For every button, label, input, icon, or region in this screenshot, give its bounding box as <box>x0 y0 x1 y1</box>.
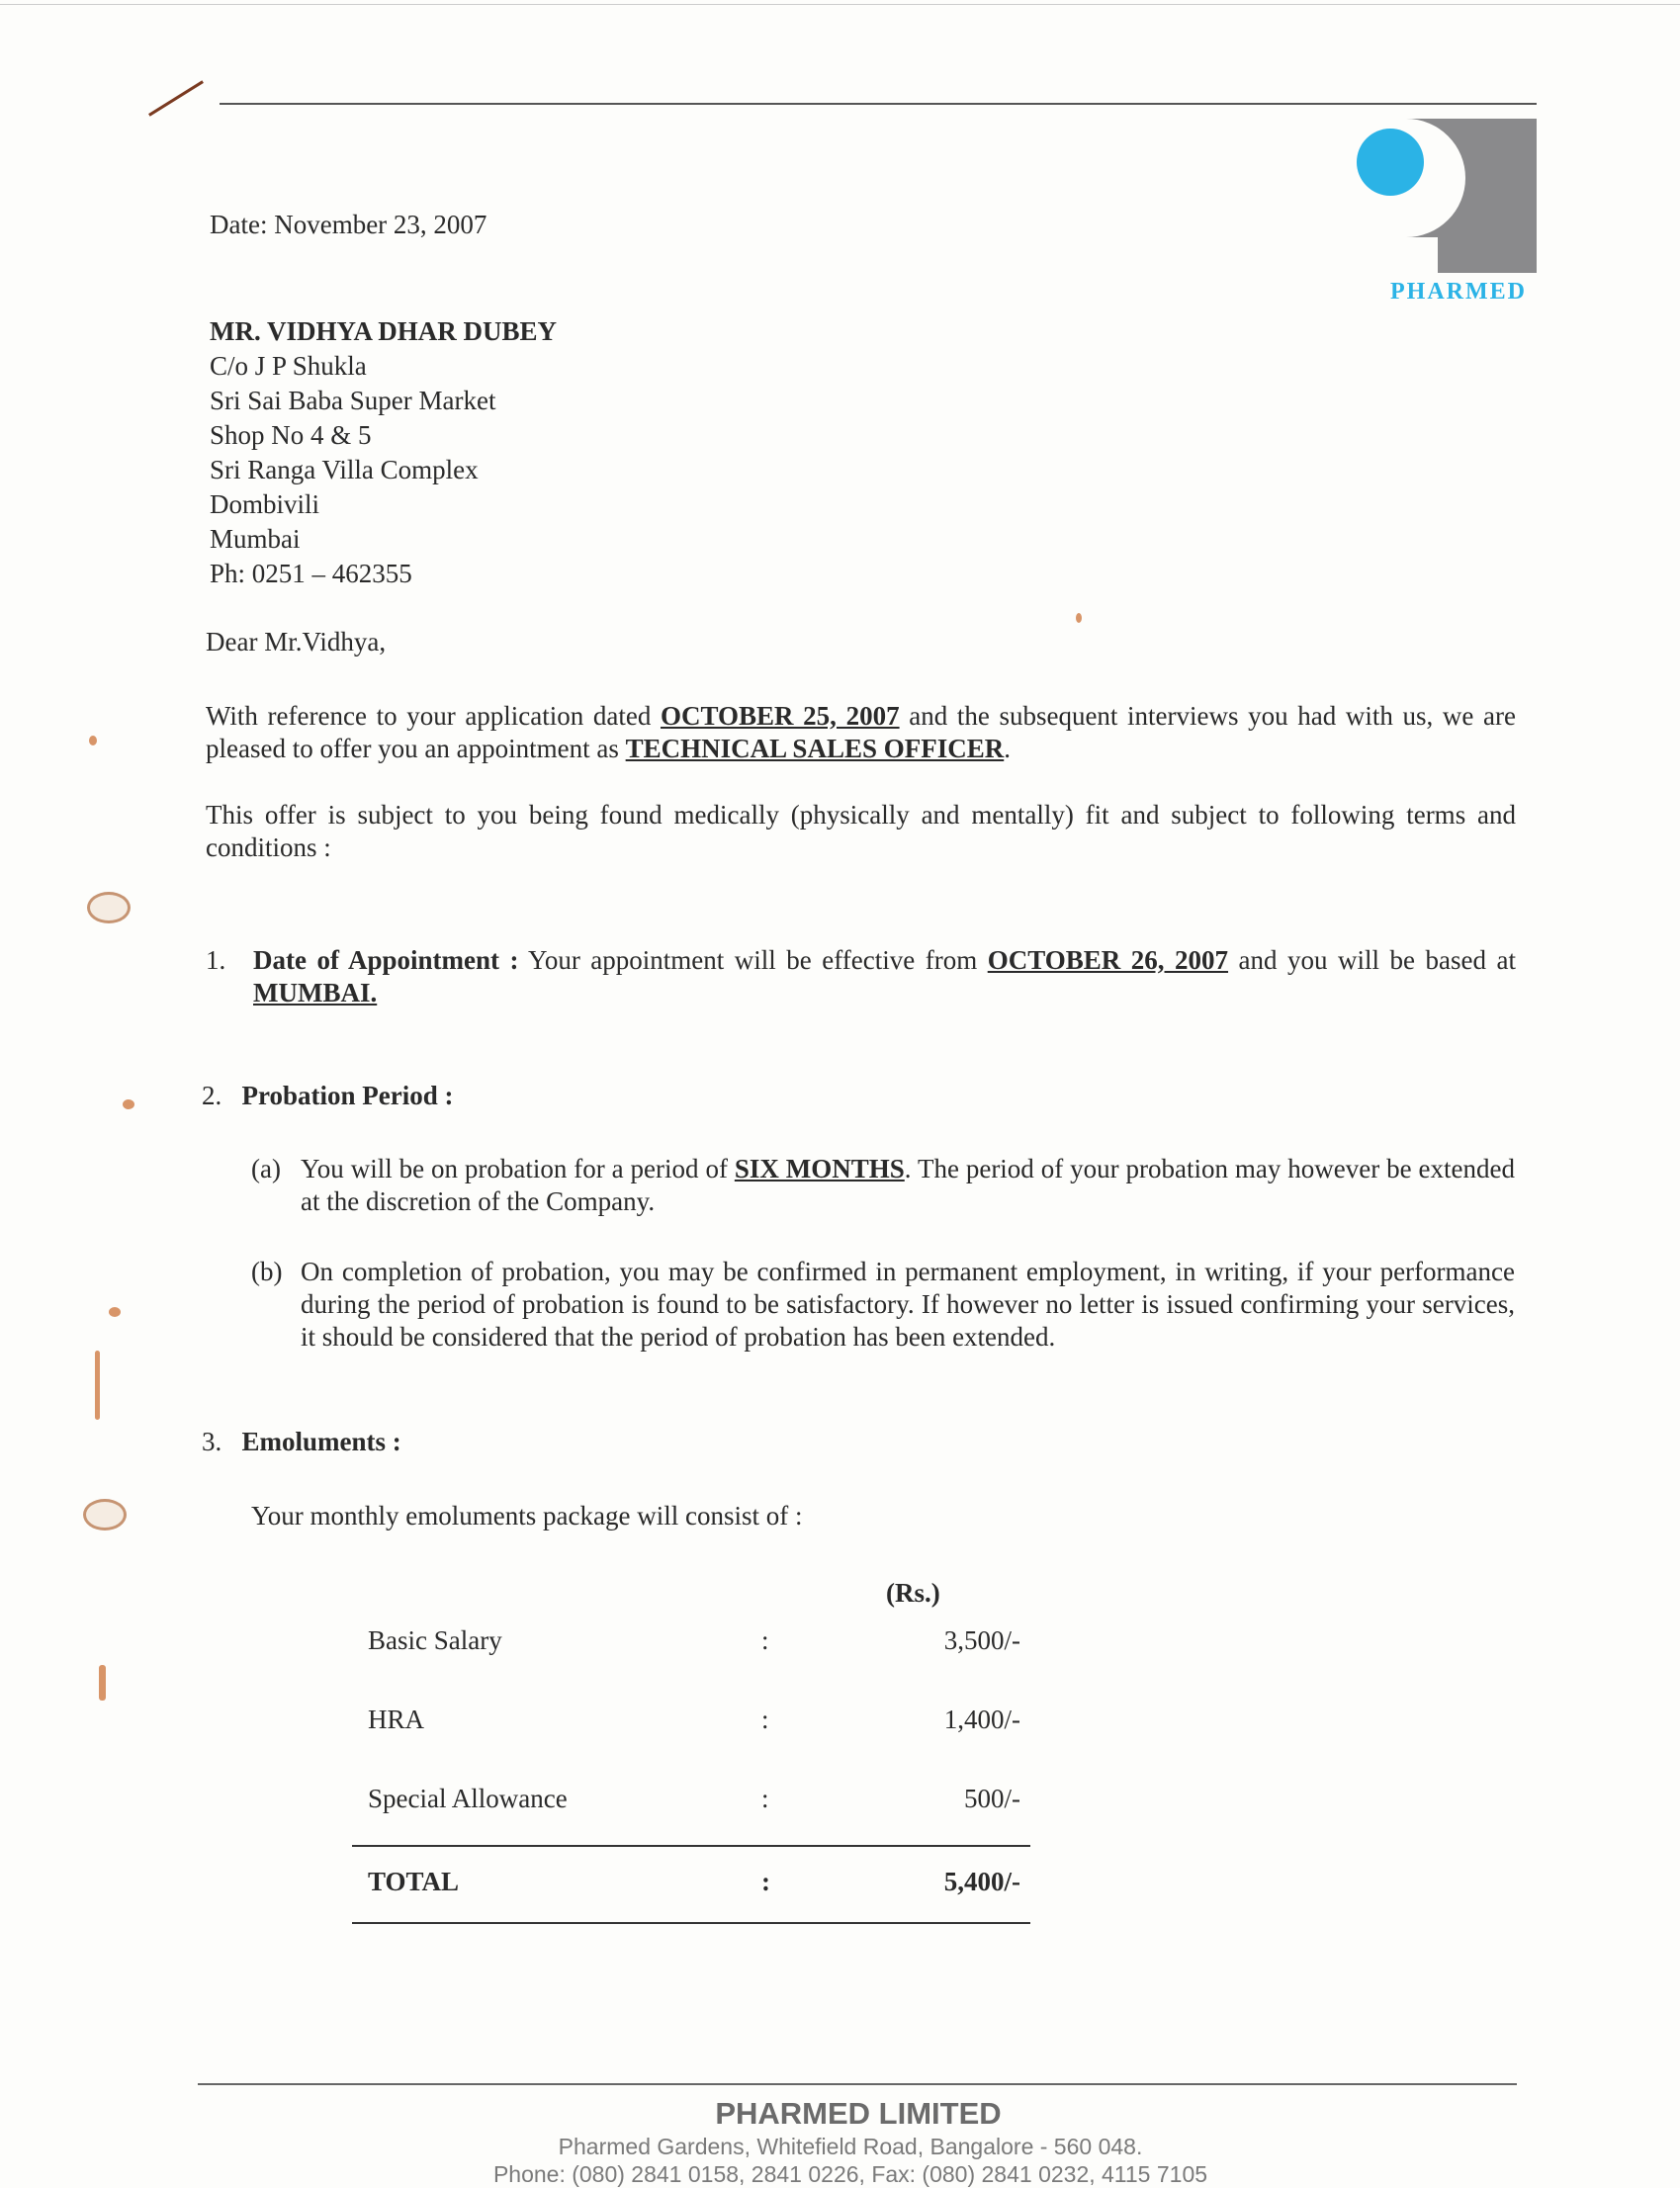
footer-phone: Phone: (080) 2841 0158, 2841 0226, Fax: (080) 2841 0232, 4115 7105 <box>492 2161 1208 2187</box>
row-amount: 500/- <box>964 1784 1020 1813</box>
address-line: Dombivili <box>210 489 320 519</box>
row-label: Special Allowance <box>368 1784 568 1813</box>
clause-text: You will be on probation for a period of <box>301 1154 735 1183</box>
item-number: 1. <box>206 945 226 975</box>
table-row <box>368 1625 1020 1665</box>
clause-label: (a) <box>251 1154 281 1183</box>
row-label: Basic Salary <box>368 1625 502 1655</box>
probation-period: SIX MONTHS <box>734 1154 905 1183</box>
table-row <box>368 1705 1020 1744</box>
term-emoluments-heading <box>202 1427 401 1457</box>
letter-date: Date: November 23, 2007 <box>210 210 487 239</box>
effective-date: OCTOBER 26, 2007 <box>987 945 1229 975</box>
address-line: Sri Sai Baba Super Market <box>210 386 496 415</box>
item-heading: Date of Appointment : <box>253 945 519 975</box>
logo-dot <box>1357 129 1424 196</box>
address-line: Shop No 4 & 5 <box>210 420 372 450</box>
pen-mark <box>148 80 204 116</box>
intro-paragraph <box>206 700 1516 765</box>
rust-stain <box>123 1099 134 1109</box>
total-amount: 5,400/- <box>943 1867 1020 1896</box>
total-row <box>368 1867 1020 1906</box>
row-colon: : <box>761 1705 769 1734</box>
row-amount: 3,500/- <box>943 1625 1020 1655</box>
row-colon: : <box>761 1784 769 1813</box>
conditions-paragraph: This offer is subject to you being found medically (physically and mentally) fit and subject to following terms and conditions : <box>206 800 1516 862</box>
base-city: MUMBAI. <box>253 978 378 1007</box>
clause-text: On completion of probation, you may be confirmed in permanent employment, in writing, if your performance during the period of probation is found to be satisfactory. If however no letter is issued confirming your services, it should be considered that the period of probation has been extended. <box>301 1257 1515 1352</box>
rust-stain <box>1076 613 1082 623</box>
para-text: . <box>1004 734 1011 763</box>
logo-notch <box>1380 237 1438 273</box>
rust-stain <box>109 1307 121 1317</box>
table-row <box>368 1784 1020 1823</box>
logo-brand: PHARMED <box>1390 279 1527 305</box>
item-heading: Emoluments : <box>241 1427 401 1456</box>
position-title: TECHNICAL SALES OFFICER <box>625 734 1005 763</box>
punch-hole <box>83 1499 127 1531</box>
term-appointment-date <box>206 944 1516 1007</box>
recipient-name: MR. VIDHYA DHAR DUBEY <box>210 316 558 346</box>
application-date: OCTOBER 25, 2007 <box>661 701 900 731</box>
item-heading: Probation Period : <box>241 1081 454 1110</box>
rust-stain <box>99 1665 106 1701</box>
row-colon: : <box>761 1867 770 1896</box>
address-line: Ph: 0251 – 462355 <box>210 559 412 588</box>
rust-stain <box>89 736 97 745</box>
header-rule <box>220 103 1537 105</box>
table-divider <box>352 1845 1030 1847</box>
clause-label: (b) <box>251 1257 283 1286</box>
para-text: With reference to your application dated <box>206 701 662 731</box>
address-line: Mumbai <box>210 524 301 554</box>
punch-hole <box>87 892 131 923</box>
footer-company: PHARMED LIMITED <box>715 2096 1002 2131</box>
table-divider <box>352 1922 1030 1924</box>
page-edge <box>0 4 1680 5</box>
item-text: and you will be based at <box>1228 945 1516 975</box>
emoluments-intro: Your monthly emoluments package will consist of : <box>251 1501 803 1531</box>
item-text: Your appointment will be effective from <box>518 945 988 975</box>
address-line: C/o J P Shukla <box>210 351 367 381</box>
address-line: Sri Ranga Villa Complex <box>210 455 479 484</box>
footer-rule <box>198 2083 1517 2085</box>
term-probation-heading <box>202 1081 453 1111</box>
row-colon: : <box>761 1625 769 1655</box>
recipient-address <box>210 314 557 591</box>
currency-header: (Rs.) <box>886 1578 940 1608</box>
clause-text: . The period of your probation may however be extended at the discretion of the Company. <box>301 1154 1515 1216</box>
rust-stain <box>95 1351 100 1420</box>
para-text: and the subsequent interviews you had with us, we are pleased to offer you an appointment as <box>206 701 1517 763</box>
total-label: TOTAL <box>368 1867 460 1896</box>
item-number: 3. <box>202 1427 222 1456</box>
row-amount: 1,400/- <box>943 1705 1020 1734</box>
footer-address: Pharmed Gardens, Whitefield Road, Bangalore - 560 048. <box>558 2134 1143 2159</box>
salutation: Dear Mr.Vidhya, <box>206 627 387 656</box>
row-label: HRA <box>368 1705 425 1734</box>
item-number: 2. <box>202 1081 222 1110</box>
